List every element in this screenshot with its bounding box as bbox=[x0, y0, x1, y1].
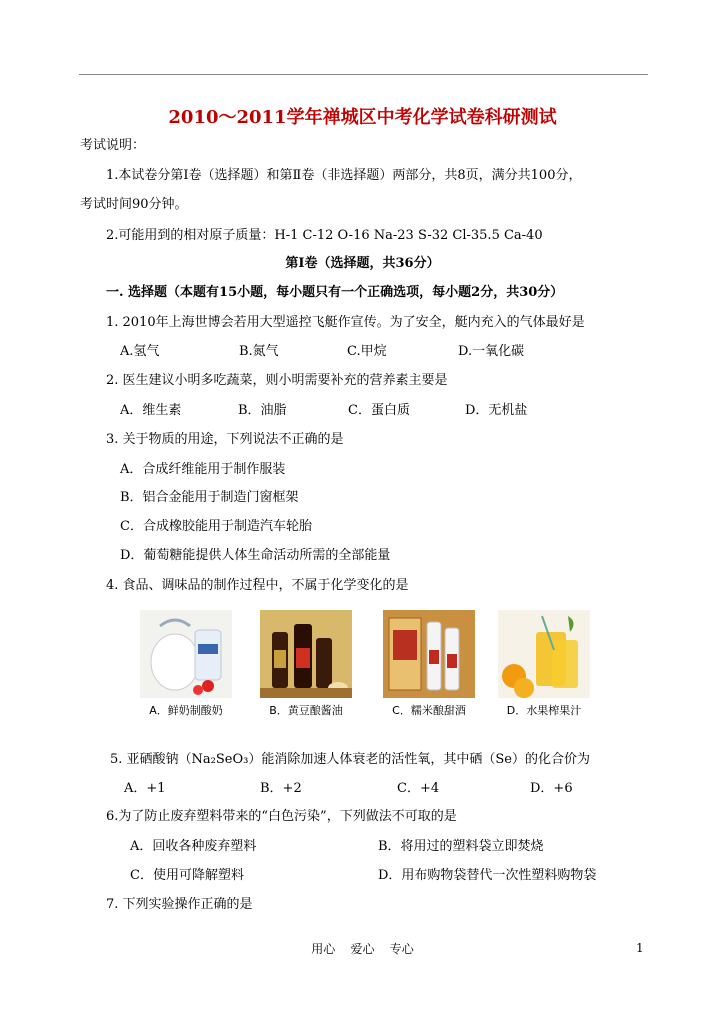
page-title: 2010～2011学年禅城区中考化学试卷科研测试 bbox=[168, 107, 557, 128]
q3-option-b: B．铝合金能用于制造门窗框架 bbox=[120, 490, 299, 505]
q2-option-b: B．油脂 bbox=[238, 403, 287, 418]
question-2: 2. 医生建议小明多吃蔬菜，则小明需要补充的营养素主要是 bbox=[106, 373, 448, 388]
q3-option-c: C．合成橡胶能用于制造汽车轮胎 bbox=[120, 519, 312, 534]
q6-option-a: A．回收各种废弃塑料 bbox=[130, 839, 257, 854]
question-3: 3. 关于物质的用途，下列说法不正确的是 bbox=[106, 432, 344, 447]
question-5: 5. 亚硒酸钠（Na₂SeO₃）能消除加速人体衰老的活性氧，其中硒（Se）的化合价为 bbox=[110, 752, 590, 767]
instructions-header: 考试说明： bbox=[80, 138, 146, 153]
q4-caption-b: B．黄豆酿酱油 bbox=[269, 704, 343, 717]
instruction-1-cont: 考试时间90分钟。 bbox=[80, 197, 188, 212]
yogurt-image bbox=[140, 610, 232, 698]
fruit-juice-image bbox=[498, 610, 590, 698]
question-6: 6.为了防止废弃塑料带来的“白色污染”，下列做法不可取的是 bbox=[106, 809, 457, 824]
q3-option-a: A．合成纤维能用于制作服装 bbox=[120, 462, 286, 477]
question-7: 7. 下列实验操作正确的是 bbox=[106, 897, 253, 912]
q5-option-a: A．+1 bbox=[124, 781, 166, 796]
q1-option-a: A.氢气 bbox=[120, 344, 160, 359]
q6-option-d: D．用布购物袋替代一次性塑料购物袋 bbox=[378, 868, 597, 883]
part1-title: 第Ⅰ卷（选择题，共36分） bbox=[285, 256, 440, 271]
q5-option-c: C．+4 bbox=[397, 781, 440, 796]
q1-option-c: C.甲烷 bbox=[347, 344, 387, 359]
q4-caption-c: C．糯米酿甜酒 bbox=[392, 704, 466, 717]
footer-motto: 用心 爱心 专心 bbox=[311, 942, 414, 956]
instruction-2: 2.可能用到的相对原子质量：H-1 C-12 O-16 Na-23 S-32 Cl-35.5 Ca-40 bbox=[106, 228, 543, 243]
section1-title: 一. 选择题（本题有15小题，每小题只有一个正确选项，每小题2分，共30分） bbox=[106, 285, 564, 300]
q3-option-d: D．葡萄糖能提供人体生命活动所需的全部能量 bbox=[120, 548, 391, 563]
q6-option-b: B．将用过的塑料袋立即焚烧 bbox=[378, 839, 544, 854]
header-rule bbox=[79, 74, 648, 75]
q6-option-c: C．使用可降解塑料 bbox=[130, 868, 244, 883]
q2-option-d: D．无机盐 bbox=[465, 403, 528, 418]
question-4: 4. 食品、调味品的制作过程中，不属于化学变化的是 bbox=[106, 578, 409, 593]
q2-option-a: A．维生素 bbox=[120, 403, 182, 418]
q4-caption-a: A．鲜奶制酸奶 bbox=[149, 704, 223, 717]
q4-caption-d: D．水果榨果汁 bbox=[506, 704, 582, 717]
q1-option-b: B.氮气 bbox=[239, 344, 279, 359]
q2-option-c: C．蛋白质 bbox=[348, 403, 410, 418]
page-number: 1 bbox=[636, 941, 644, 955]
q5-option-b: B．+2 bbox=[260, 781, 302, 796]
q5-option-d: D．+6 bbox=[530, 781, 573, 796]
question-1: 1. 2010年上海世博会若用大型遥控飞艇作宣传。为了安全，艇内充入的气体最好是 bbox=[106, 315, 585, 330]
q1-option-d: D.一氧化碳 bbox=[458, 344, 525, 359]
soy-sauce-image bbox=[260, 610, 352, 698]
instruction-1: 1.本试卷分第Ⅰ卷（选择题）和第Ⅱ卷（非选择题）两部分，共8页，满分共100分， bbox=[106, 168, 582, 183]
rice-wine-image bbox=[383, 610, 475, 698]
